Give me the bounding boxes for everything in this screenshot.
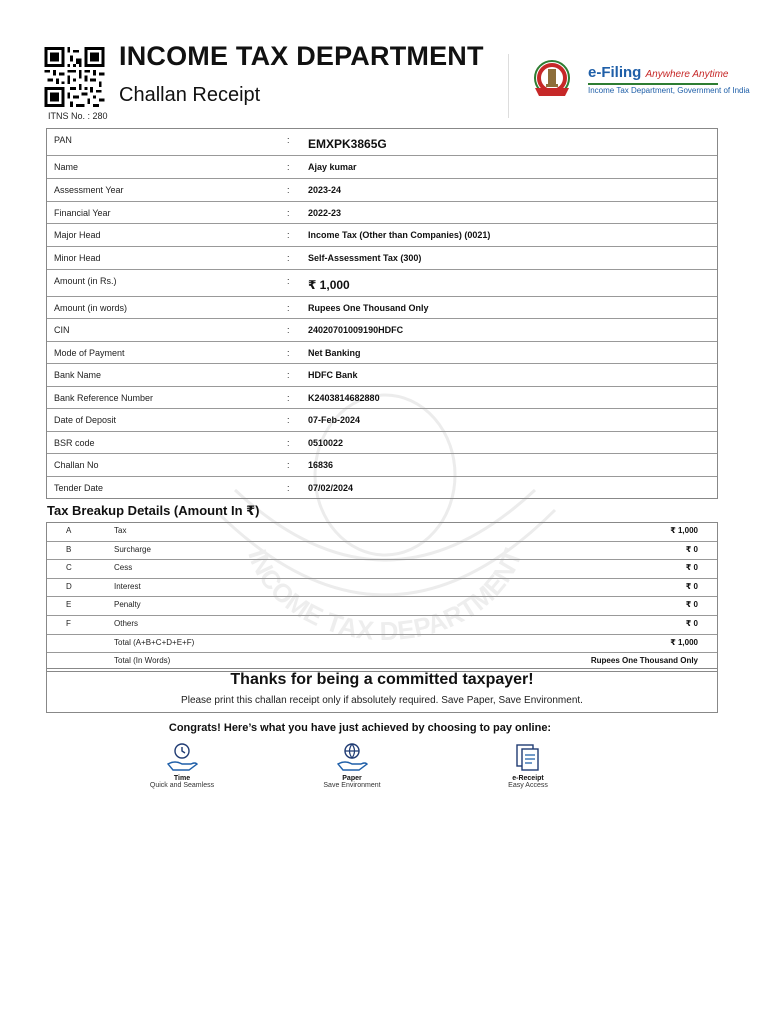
- detail-row: [47, 297, 717, 319]
- benefit-ereceipt: [468, 742, 588, 789]
- detail-colon: :: [287, 348, 290, 358]
- efiling-tagline: Anywhere Anytime: [645, 69, 729, 80]
- detail-colon: :: [287, 325, 290, 335]
- detail-row: [47, 342, 717, 364]
- breakup-component: Others: [114, 618, 139, 628]
- detail-label: Amount (in Rs.): [54, 276, 117, 286]
- detail-row: [47, 387, 717, 409]
- globe-hand-icon: [335, 742, 369, 774]
- breakup-component: Cess: [114, 563, 133, 573]
- detail-value: 2023-24: [308, 185, 342, 195]
- detail-row: [47, 270, 717, 297]
- clock-hand-icon: [165, 742, 199, 774]
- breakup-amount: ₹ 0: [685, 600, 698, 610]
- breakup-component: Total (In Words): [114, 656, 171, 666]
- breakup-row: [47, 635, 717, 654]
- breakup-row: [47, 560, 717, 579]
- detail-colon: :: [287, 230, 290, 240]
- detail-value: Ajay kumar: [308, 162, 357, 172]
- detail-value: 2022-23: [308, 208, 342, 218]
- detail-colon: :: [287, 460, 290, 470]
- detail-value: Income Tax (Other than Companies) (0021): [308, 230, 491, 240]
- detail-colon: :: [287, 208, 290, 218]
- detail-row: [47, 364, 717, 387]
- tax-breakup-table: [46, 522, 718, 672]
- detail-label: Minor Head: [54, 253, 101, 263]
- breakup-component: Tax: [114, 526, 127, 535]
- detail-label: Mode of Payment: [54, 348, 125, 358]
- detail-value: Rupees One Thousand Only: [308, 303, 429, 313]
- watermark-text: INCOME TAX DEPARTMENT: [242, 544, 528, 640]
- detail-row: [47, 179, 717, 202]
- breakup-amount: Rupees One Thousand Only: [590, 656, 698, 666]
- breakup-amount: ₹ 1,000: [670, 637, 698, 647]
- detail-colon: :: [287, 185, 290, 195]
- detail-colon: :: [287, 276, 290, 286]
- congrats-heading: Congrats! Here’s what you have just achieved by choosing to pay online:: [168, 722, 552, 734]
- thanks-title: Thanks for being a committed taxpayer!: [230, 671, 534, 688]
- benefit-subtitle: Easy Access: [508, 782, 548, 789]
- detail-value: 0510022: [308, 438, 344, 448]
- detail-label: Financial Year: [54, 208, 111, 218]
- breakup-amount: ₹ 1,000: [670, 526, 698, 535]
- challan-details-table: [46, 128, 718, 499]
- detail-colon: :: [287, 135, 290, 145]
- breakup-row: [47, 597, 717, 616]
- detail-row: [47, 224, 717, 247]
- detail-label: Assessment Year: [54, 185, 124, 195]
- detail-label: Challan No: [54, 460, 99, 470]
- detail-row: [47, 409, 717, 432]
- breakup-component: Surcharge: [114, 544, 151, 554]
- detail-value: K2403814682880: [308, 393, 380, 403]
- detail-label: CIN: [54, 325, 70, 335]
- breakup-component: Interest: [114, 581, 141, 591]
- detail-label: PAN: [54, 135, 72, 145]
- detail-label: Name: [54, 162, 79, 172]
- benefit-title: Paper: [342, 775, 362, 782]
- page-title: INCOME TAX DEPARTMENT: [119, 41, 484, 71]
- detail-label: Bank Reference Number: [54, 393, 154, 403]
- breakup-code: F: [66, 618, 71, 628]
- breakup-row: [47, 542, 717, 561]
- detail-colon: :: [287, 370, 290, 380]
- breakup-code: E: [66, 600, 72, 610]
- benefit-title: Time: [173, 775, 191, 782]
- efiling-logo-text: [588, 64, 729, 81]
- detail-value: Self-Assessment Tax (300): [308, 253, 422, 263]
- detail-value: 07/02/2024: [308, 483, 354, 493]
- breakup-row: [47, 579, 717, 598]
- detail-value: 24020701009190HDFC: [308, 325, 404, 335]
- detail-value: HDFC Bank: [308, 370, 358, 380]
- detail-label: BSR code: [54, 438, 95, 448]
- benefit-title: e-Receipt: [512, 775, 544, 782]
- detail-colon: :: [287, 393, 290, 403]
- detail-value: 16836: [308, 460, 334, 470]
- thanks-box: [46, 668, 718, 713]
- detail-colon: :: [287, 438, 290, 448]
- detail-row: [47, 432, 717, 454]
- itns-number: ITNS No. : 280: [48, 111, 108, 121]
- detail-label: Date of Deposit: [54, 415, 117, 425]
- efiling-underline: [588, 83, 718, 85]
- detail-colon: :: [287, 303, 290, 313]
- breakup-amount: ₹ 0: [685, 618, 698, 628]
- benefit-subtitle: Save Environment: [323, 782, 381, 789]
- detail-row: [47, 129, 717, 156]
- detail-colon: :: [287, 253, 290, 263]
- qr-code: [43, 47, 106, 107]
- detail-value: ₹ 1,000: [308, 278, 350, 292]
- detail-colon: :: [287, 483, 290, 493]
- breakup-component: Total (A+B+C+D+E+F): [114, 637, 195, 647]
- detail-row: [47, 247, 717, 270]
- detail-row: [47, 156, 717, 179]
- breakup-code: D: [66, 581, 72, 591]
- breakup-amount: ₹ 0: [685, 563, 698, 573]
- detail-label: Tender Date: [54, 483, 104, 493]
- benefit-paper: [292, 742, 412, 789]
- page-subtitle: Challan Receipt: [119, 84, 261, 106]
- detail-row: [47, 319, 717, 342]
- department-emblem-icon: [532, 58, 584, 100]
- detail-value: 07-Feb-2024: [308, 415, 361, 425]
- breakup-code: C: [66, 563, 72, 573]
- breakup-component: Penalty: [114, 600, 141, 610]
- breakup-row: [47, 523, 717, 542]
- detail-row: [47, 202, 717, 224]
- breakup-title: Tax Breakup Details (Amount In ₹): [47, 503, 260, 518]
- documents-icon: [511, 742, 545, 774]
- efiling-subtitle: Income Tax Department, Government of India: [588, 86, 750, 95]
- detail-value: Net Banking: [308, 348, 361, 358]
- breakup-amount: ₹ 0: [685, 544, 698, 554]
- header-divider: [508, 54, 509, 118]
- detail-row: [47, 477, 717, 498]
- breakup-code: A: [66, 526, 72, 535]
- breakup-amount: ₹ 0: [685, 581, 698, 591]
- breakup-code: B: [66, 544, 72, 554]
- benefit-time: [122, 742, 242, 789]
- detail-label: Major Head: [54, 230, 101, 240]
- detail-colon: :: [287, 415, 290, 425]
- detail-label: Bank Name: [54, 370, 102, 380]
- detail-row: [47, 454, 717, 477]
- benefit-subtitle: Quick and Seamless: [149, 782, 215, 789]
- detail-label: Amount (in words): [54, 303, 128, 313]
- detail-value: EMXPK3865G: [308, 137, 387, 151]
- thanks-message: Please print this challan receipt only if absolutely required. Save Paper, Save Environment.: [181, 695, 583, 706]
- detail-colon: :: [287, 162, 290, 172]
- efiling-label: e-Filing: [588, 64, 642, 81]
- breakup-row: [47, 616, 717, 635]
